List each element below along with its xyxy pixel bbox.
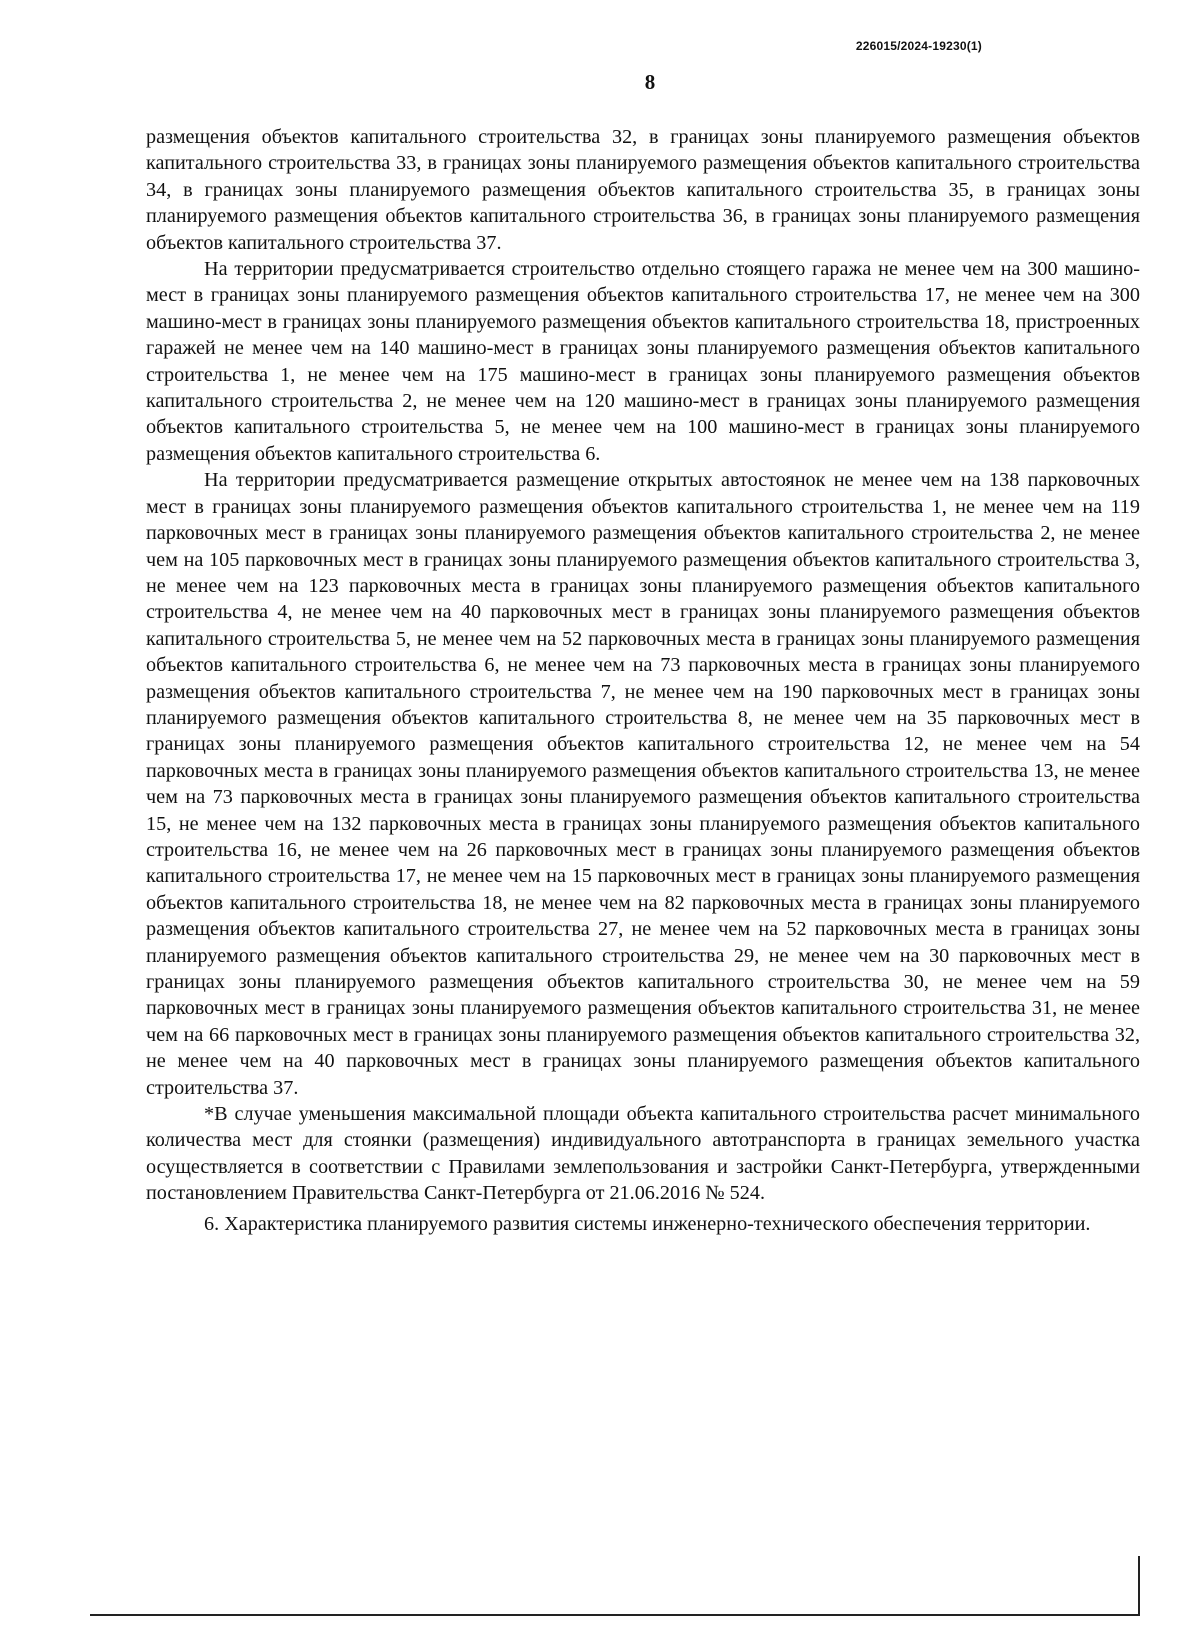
- scan-border-right: [1138, 1556, 1140, 1616]
- page-number: 8: [644, 70, 656, 94]
- paragraph-continuation: размещения объектов капитального строительства 32, в границах зоны планируемого размещения объектов капитального строительства 33, в границах зоны планируемого размещения объектов капитального строительства 34, в границах зоны планируемого размещения объектов капитального строительства 35, в границах зоны планируемого размещения объектов капитального строительства 36, в границах зоны планируемого размещения объектов капитального строительства 37.: [146, 126, 1140, 254]
- scan-border-bottom: [90, 1614, 1140, 1616]
- paragraph-open-parking: На территории предусматривается размещение открытых автостоянок не менее чем на 138 парковочных мест в границах зоны планируемого размещения объектов капитального строительства 1, не менее чем на 119 парковочных мест в границах зоны планируемого размещения объектов капитального строительства 2, не менее чем на 105 парковочных мест в границах зоны планируемого размещения объектов капитального строительства 3, не менее чем на 123 парковочных места в границах зоны планируемого размещения объектов капитального строительства 4, не менее чем на 40 парковочных мест в границах зоны планируемого размещения объектов капитального строительства 5, не менее чем на 52 парковочных места в границах зоны планируемого размещения объектов капитального строительства 6, не менее чем на 73 парковочных места в границах зоны планируемого размещения объектов капитального строительства 7, не менее чем на 190 парковочных мест в границах зоны планируемого размещения объектов капитального строительства 8, не менее чем на 35 парковочных мест в границах зоны планируемого размещения объектов капитального строительства 12, не менее чем на 54 парковочных места в границах зоны планируемого размещения объектов капитального строительства 13, не менее чем на 73 парковочных места в границах зоны планируемого размещения объектов капитального строительства 15, не менее чем на 132 парковочных места в границах зоны планируемого размещения объектов капитального строительства 16, не менее чем на 26 парковочных мест в границах зоны планируемого размещения объектов капитального строительства 17, не менее чем на 15 парковочных мест в границах зоны планируемого размещения объектов капитального строительства 18, не менее чем на 82 парковочных места в границах зоны планируемого размещения объектов капитального строительства 27, не менее чем на 52 парковочных места в границах зоны планируемого размещения объектов капитального строительства 29, не менее чем на 30 парковочных мест в границах зоны планируемого размещения объектов капитального строительства 30, не менее чем на 59 парковочных мест в границах зоны планируемого размещения объектов капитального строительства 31, не менее чем на 66 парковочных мест в границах зоны планируемого размещения объектов капитального строительства 32, не менее чем на 40 парковочных мест в границах зоны планируемого размещения объектов капитального строительства 37.: [146, 469, 1140, 1099]
- section-heading: 6. Характеристика планируемого развития системы инженерно-технического обеспечения территории.: [204, 1212, 1091, 1235]
- document-body: [146, 124, 1140, 1237]
- paragraph-footnote: *В случае уменьшения максимальной площади объекта капитального строительства расчет минимального количества мест для стоянки (размещения) индивидуального автотранспорта в границах земельного участка осуществляется в соответствии с Правилами землепользования и застройки Санкт-Петербурга, утвержденными постановлением Правительства Санкт-Петербурга от 21.06.2016 № 524.: [146, 1103, 1140, 1205]
- paragraph-garages: На территории предусматривается строительство отдельно стоящего гаража не менее чем на 300 машино-мест в границах зоны планируемого размещения объектов капитального строительства 17, не менее чем на 300 машино-мест в границах зоны планируемого размещения объектов капитального строительства 18, пристроенных гаражей не менее чем на 140 машино-мест в границах зоны планируемого размещения объектов капитального строительства 1, не менее чем на 175 машино-мест в границах зоны планируемого размещения объектов капитального строительства 2, не менее чем на 120 машино-мест в границах зоны планируемого размещения объектов капитального строительства 5, не менее чем на 100 машино-мест в границах зоны планируемого размещения объектов капитального строительства 6.: [146, 258, 1140, 465]
- document-registration-number: 226015/2024-19230(1): [855, 39, 982, 53]
